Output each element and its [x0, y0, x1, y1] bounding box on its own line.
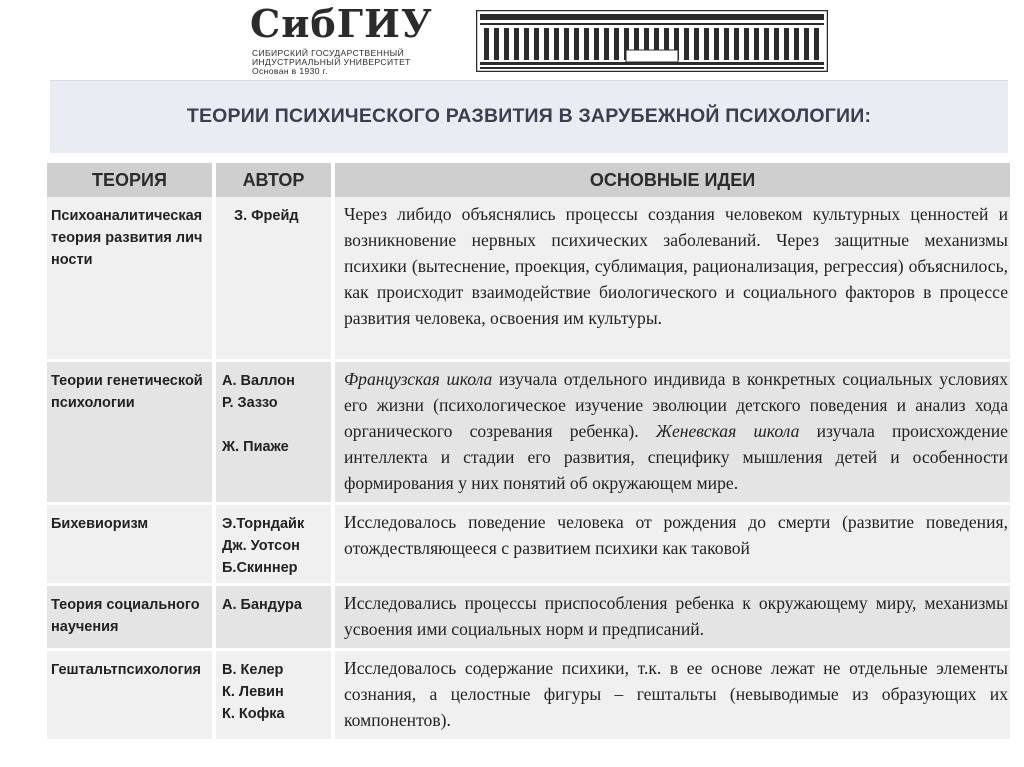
author-name: А. Валлон	[222, 373, 295, 389]
author-name: Ж. Пиаже	[222, 439, 289, 455]
author-cell	[214, 197, 333, 361]
idea-text-geneva: изучала происхождение интеллекта и стадии его развития, специфику мышления детей и особенности формирования у них понятий об окружающем мире.	[344, 421, 1008, 493]
author-name: З. Фрейд	[234, 208, 299, 224]
school-name-french: Французская школа	[344, 369, 493, 389]
author-name: Б.Скиннер	[222, 560, 298, 576]
theory-cell: Теория социального научения	[47, 585, 214, 650]
author-name: К. Кофка	[222, 706, 285, 722]
idea-text-french: изучала отдельного индивида в конкретных социальных условиях его жизни (психологическое изучение эволюции детского поведения и анализ хода органического созревания ребенка).	[344, 369, 1008, 441]
logo-wordmark: СибГИУ	[250, 1, 433, 46]
building-icon	[476, 10, 828, 72]
theory-cell: Теории генетической психологии	[47, 361, 214, 504]
header-author: АВТОР	[214, 163, 333, 197]
table-row	[47, 650, 1010, 741]
theory-cell: Гештальтпсихология	[47, 650, 214, 741]
author-name: А. Бандура	[222, 597, 302, 613]
university-logo	[248, 1, 828, 76]
author-cell	[214, 585, 333, 650]
logo-line-1: СИБИРСКИЙ ГОСУДАРСТВЕННЫЙ	[252, 48, 405, 58]
table-header-row	[47, 163, 1010, 197]
theory-cell: Бихевиоризм	[47, 504, 214, 585]
idea-cell: Через либидо объяснялись процессы создания человеком культурных ценностей и возникновение нервных психических заболеваний. Через защитные механизмы психики (вытеснение, проекция, сублимация, рационализация, регрессия) объяснилось, как происходит взаимодействие биологического и социального факторов в процессе развития человека, освоения им культуры.	[333, 197, 1010, 361]
table-row	[47, 361, 1010, 504]
table-row	[47, 585, 1010, 650]
author-spacer	[222, 414, 327, 436]
header-theory: ТЕОРИЯ	[47, 163, 214, 197]
table-row	[47, 197, 1010, 361]
table-row	[47, 504, 1010, 585]
author-name: Дж. Уотсон	[222, 538, 300, 554]
author-name: К. Левин	[222, 684, 284, 700]
theories-table	[47, 163, 1010, 742]
title-band	[50, 80, 1008, 153]
author-name: Р. Заззо	[222, 395, 278, 411]
author-cell	[214, 361, 333, 504]
author-name: Э.Торндайк	[222, 516, 305, 532]
idea-cell: Исследовались процессы приспособления ребенка к окружающему миру, механизмы усвоения ими социальных норм и предписаний.	[333, 585, 1010, 650]
author-cell	[214, 650, 333, 741]
author-name: В. Келер	[222, 662, 284, 678]
idea-cell	[333, 361, 1010, 504]
header-ideas: ОСНОВНЫЕ ИДЕИ	[333, 163, 1010, 197]
idea-cell: Исследовалось поведение человека от рождения до смерти (развитие поведения, отождествляющееся с развитием психики как таковой	[333, 504, 1010, 585]
theory-cell: Психоаналитическая теория развития личности	[47, 197, 214, 361]
idea-cell: Исследовалось содержание психики, т.к. в ее основе лежат не отдельные элементы сознания, а целостные фигуры – гештальты (невыводимые из образующих их компонентов).	[333, 650, 1010, 741]
slide-title: ТЕОРИИ ПСИХИЧЕСКОГО РАЗВИТИЯ В ЗАРУБЕЖНОЙ ПСИХОЛОГИИ:	[186, 105, 872, 127]
school-name-geneva: Женевская школа	[655, 421, 800, 441]
logo-line-2: ИНДУСТРИАЛЬНЫЙ УНИВЕРСИТЕТ	[252, 57, 411, 67]
logo-founded: Основан в 1930 г.	[252, 66, 328, 76]
author-cell	[214, 504, 333, 585]
